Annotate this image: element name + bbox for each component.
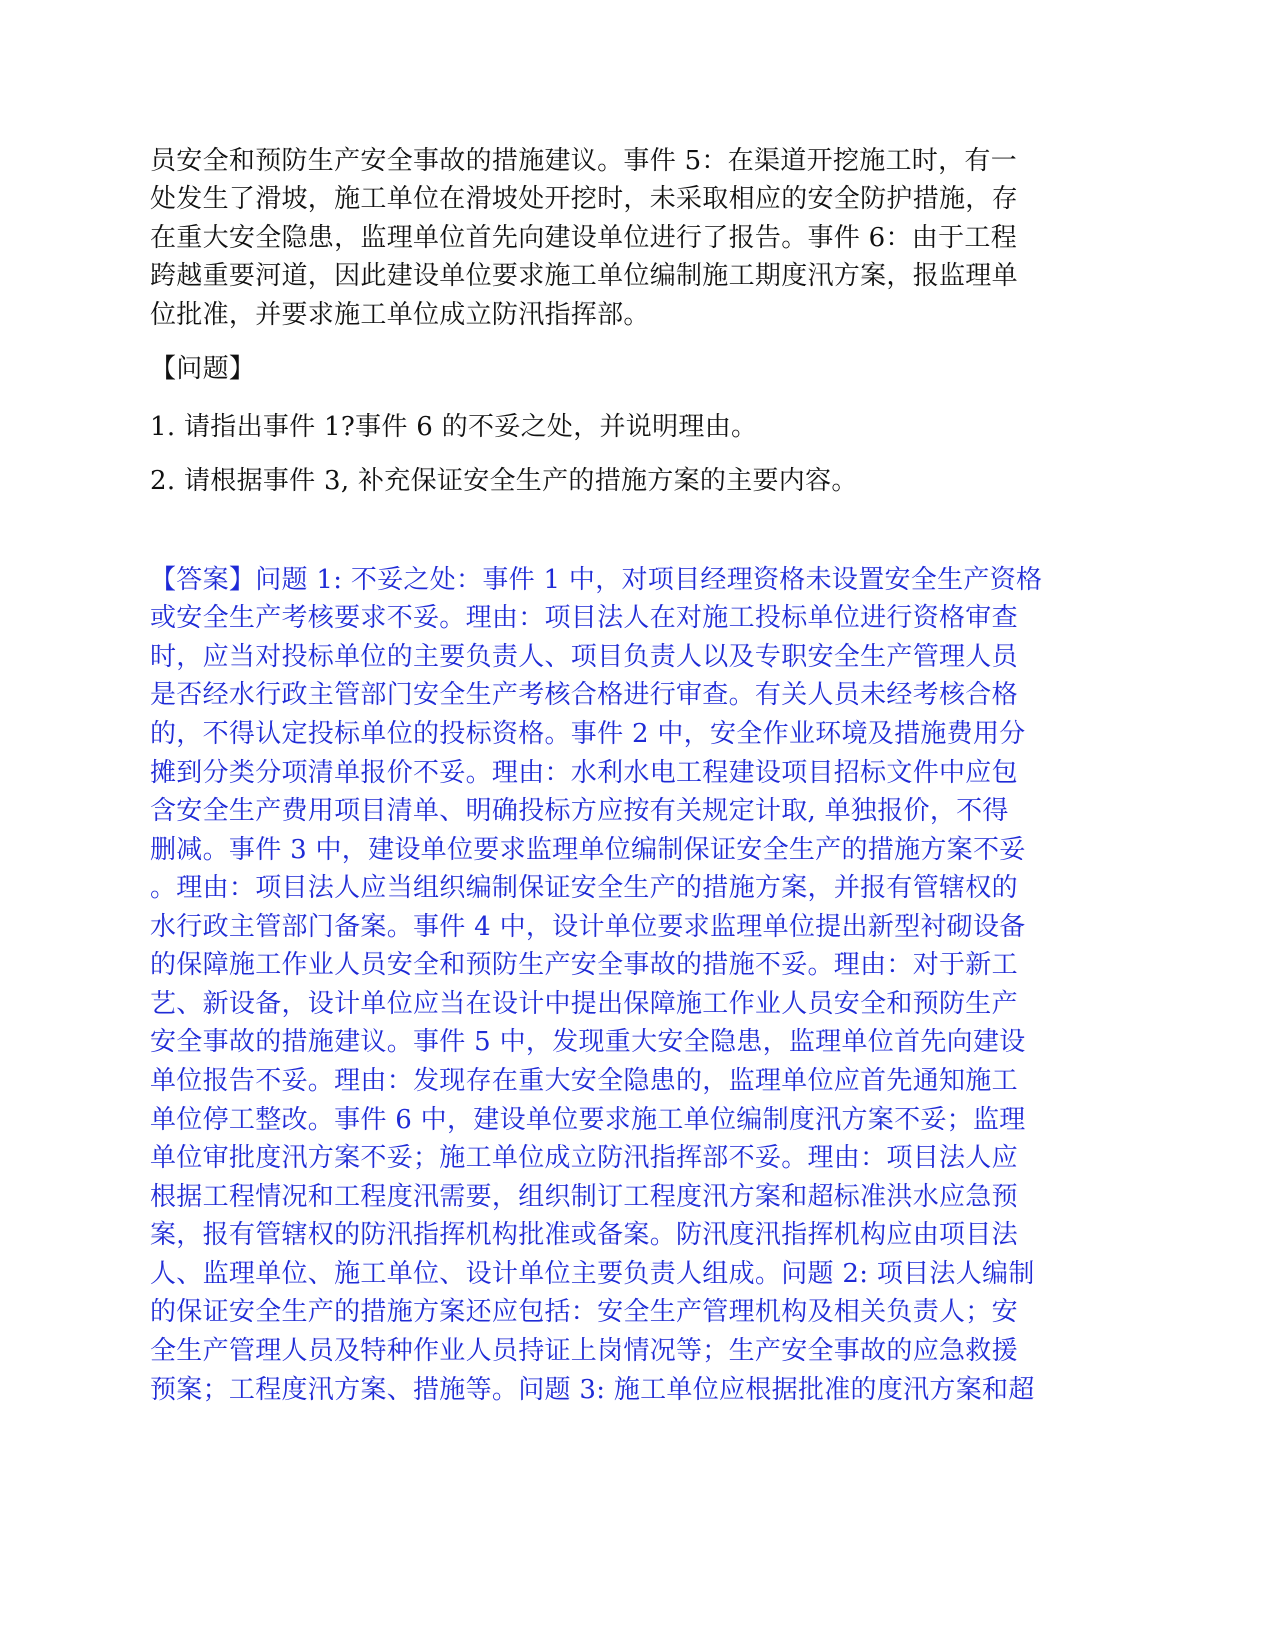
answer-text-line: 的保障施工作业人员安全和预防生产安全事故的措施不妥。理由：对于新工 [150,950,1018,980]
answer-text-line: 含安全生产费用项目清单、明确投标方应按有关规定计取, 单独报价，不得 [150,796,1009,826]
answer-text-line: 根据工程情况和工程度汛需要，组织制订工程度汛方案和超标准洪水应急预 [150,1182,1018,1212]
answer-text-line: 【答案】问题 1: 不妥之处：事件 1 中，对项目经理资格未设置安全生产资格 [150,565,1043,595]
answer-text-line: 预案；工程度汛方案、措施等。问题 3: 施工单位应根据批准的度汛方案和超 [150,1375,1035,1405]
question-text-line: 在重大安全隐患，监理单位首先向建设单位进行了报告。事件 6：由于工程 [150,223,1018,253]
answer-text-line: 单位停工整改。事件 6 中，建设单位要求施工单位编制度汛方案不妥；监理 [150,1105,1026,1135]
answer-text-line: 。理由：项目法人应当组织编制保证安全生产的措施方案，并报有管辖权的 [150,873,1018,903]
answer-text-line: 摊到分类分项清单报价不妥。理由：水利水电工程建设项目招标文件中应包 [150,758,1018,788]
answer-text-line: 单位报告不妥。理由：发现存在重大安全隐患的，监理单位应首先通知施工 [150,1066,1018,1096]
question-item: 1. 请指出事件 1?事件 6 的不妥之处，并说明理由。 [150,412,758,442]
answer-text-line: 或安全生产考核要求不妥。理由：项目法人在对施工投标单位进行资格审查 [150,603,1018,633]
question-heading: 【问题】 [150,354,256,384]
answer-text-line: 的保证安全生产的措施方案还应包括：安全生产管理机构及相关负责人；安 [150,1297,1018,1327]
answer-text-line: 安全事故的措施建议。事件 5 中，发现重大安全隐患，监理单位首先向建设 [150,1027,1026,1057]
answer-text-line: 案，报有管辖权的防汛指挥机构批准或备案。防汛度汛指挥机构应由项目法 [150,1220,1018,1250]
answer-text-line: 艺、新设备，设计单位应当在设计中提出保障施工作业人员安全和预防生产 [150,989,1018,1019]
answer-text-line: 人、监理单位、施工单位、设计单位主要负责人组成。问题 2: 项目法人编制 [150,1259,1035,1289]
answer-text-line: 单位审批度汛方案不妥；施工单位成立防汛指挥部不妥。理由：项目法人应 [150,1143,1018,1173]
answer-text-line: 删减。事件 3 中，建设单位要求监理单位编制保证安全生产的措施方案不妥 [150,835,1026,865]
answer-text-line: 水行政主管部门备案。事件 4 中，设计单位要求监理单位提出新型衬砌设备 [150,912,1026,942]
answer-text-line: 是否经水行政主管部门安全生产考核合格进行审查。有关人员未经考核合格 [150,680,1018,710]
answer-text-line: 全生产管理人员及特种作业人员持证上岗情况等；生产安全事故的应急救援 [150,1336,1018,1366]
question-text-line: 员安全和预防生产安全事故的措施建议。事件 5：在渠道开挖施工时，有一 [150,146,1018,176]
question-item: 2. 请根据事件 3, 补充保证安全生产的措施方案的主要内容。 [150,466,858,496]
question-text-line: 跨越重要河道，因此建设单位要求施工单位编制施工期度汛方案，报监理单 [150,261,1018,291]
answer-text-line: 的，不得认定投标单位的投标资格。事件 2 中，安全作业环境及措施费用分 [150,719,1026,749]
question-text-line: 处发生了滑坡，施工单位在滑坡处开挖时，未采取相应的安全防护措施，存 [150,184,1018,214]
question-text-line: 位批准，并要求施工单位成立防汛指挥部。 [150,300,650,330]
answer-text-line: 时，应当对投标单位的主要负责人、项目负责人以及专职安全生产管理人员 [150,642,1018,672]
